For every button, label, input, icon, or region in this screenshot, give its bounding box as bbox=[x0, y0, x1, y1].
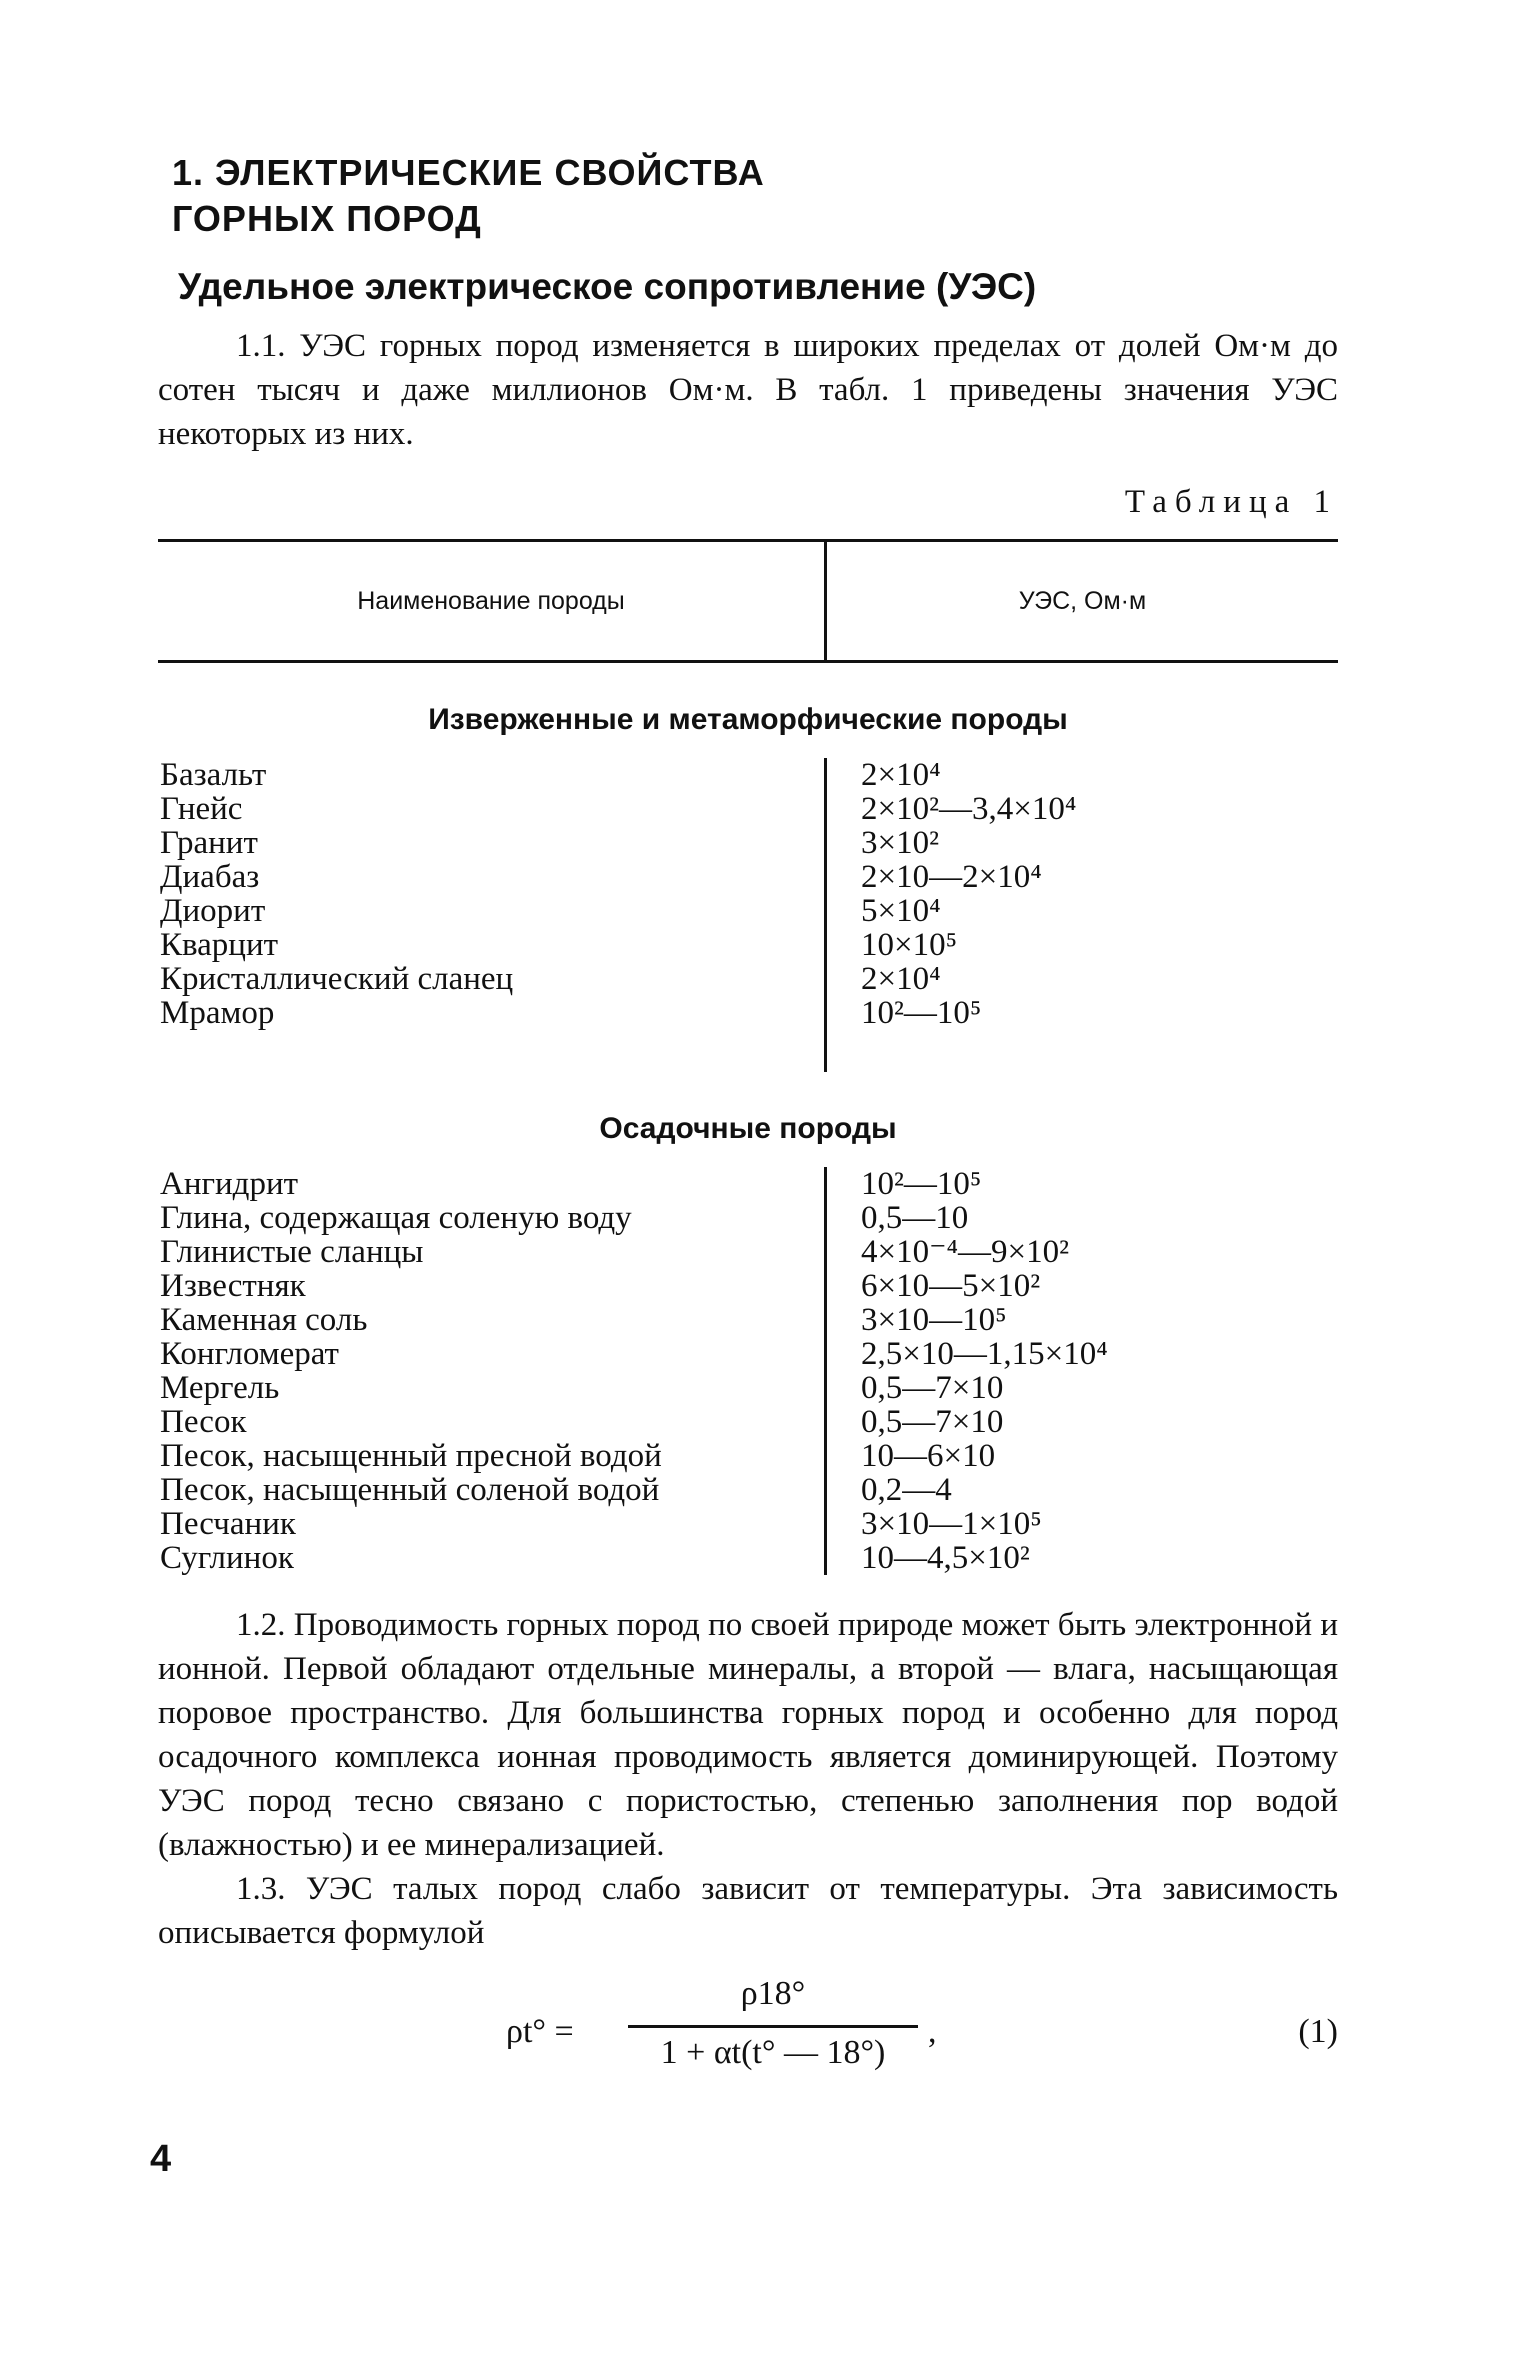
table-row bbox=[158, 1269, 1338, 1303]
formula-lhs: ρt° = bbox=[506, 2013, 574, 2050]
table-row bbox=[158, 1201, 1338, 1235]
chapter-title bbox=[172, 150, 1338, 242]
formula-fraction-bar bbox=[628, 2025, 918, 2028]
page-content bbox=[158, 150, 1338, 2095]
chapter-title-line-1: 1. ЭЛЕКТРИЧЕСКИЕ СВОЙСТВА bbox=[172, 152, 765, 193]
rock-name-cell: Ангидрит bbox=[158, 1167, 826, 1201]
rock-name-cell: Песок, насыщенный пресной водой bbox=[158, 1439, 826, 1473]
rock-name-cell: Диабаз bbox=[158, 860, 826, 894]
table-row bbox=[158, 1405, 1338, 1439]
rock-name-cell: Известняк bbox=[158, 1269, 826, 1303]
resistivity-value-cell: 3×10² bbox=[861, 825, 940, 861]
table-group-title: Осадочные породы bbox=[599, 1112, 897, 1145]
spacer-cell bbox=[158, 1030, 826, 1072]
header-rock-name: Наименование породы bbox=[158, 541, 826, 662]
resistivity-value-cell: 0,5—10 bbox=[861, 1200, 969, 1236]
table-row bbox=[158, 894, 1338, 928]
rock-name-cell: Гранит bbox=[158, 826, 826, 860]
rock-name-cell: Песчаник bbox=[158, 1507, 826, 1541]
resistivity-value-cell: 0,5—7×10 bbox=[861, 1370, 1004, 1406]
rock-name-cell: Базальт bbox=[158, 758, 826, 792]
resistivity-value-cell: 2×10—2×10⁴ bbox=[861, 859, 1042, 895]
table-group-row bbox=[158, 662, 1338, 759]
page-number: 4 bbox=[150, 2138, 172, 2180]
rock-name-cell: Кристаллический сланец bbox=[158, 962, 826, 996]
table-row bbox=[158, 1303, 1338, 1337]
resistivity-value-cell: 3×10—1×10⁵ bbox=[861, 1506, 1042, 1542]
text-block bbox=[158, 1603, 1338, 1955]
table-row bbox=[158, 1473, 1338, 1507]
table-row bbox=[158, 1439, 1338, 1473]
rock-name-cell: Каменная соль bbox=[158, 1303, 826, 1337]
formula-1 bbox=[158, 1975, 1338, 2095]
resistivity-value-cell: 5×10⁴ bbox=[861, 893, 941, 929]
resistivity-value-cell: 10×10⁵ bbox=[861, 927, 958, 963]
table-row bbox=[158, 1337, 1338, 1371]
rock-name-cell: Кварцит bbox=[158, 928, 826, 962]
formula-number: (1) bbox=[1298, 2013, 1338, 2050]
rock-name-cell: Суглинок bbox=[158, 1541, 826, 1575]
table-row bbox=[158, 1507, 1338, 1541]
formula-numerator: ρ18° bbox=[740, 1975, 806, 2012]
rock-name-cell: Песок bbox=[158, 1405, 826, 1439]
resistivity-value-cell: 10²—10⁵ bbox=[861, 1166, 982, 1202]
table-row bbox=[158, 826, 1338, 860]
resistivity-value-cell: 0,5—7×10 bbox=[861, 1404, 1004, 1440]
rock-name-cell: Гнейс bbox=[158, 792, 826, 826]
table-header-row bbox=[158, 541, 1338, 662]
table-group-title: Изверженные и метаморфические породы bbox=[428, 703, 1068, 736]
rock-name-cell: Песок, насыщенный соленой водой bbox=[158, 1473, 826, 1507]
resistivity-table bbox=[158, 539, 1338, 1575]
table-row bbox=[158, 962, 1338, 996]
rock-name-cell: Диорит bbox=[158, 894, 826, 928]
spacer-cell bbox=[826, 1030, 1339, 1072]
resistivity-value-cell: 2×10⁴ bbox=[861, 961, 941, 997]
resistivity-value-cell: 10²—10⁵ bbox=[861, 995, 982, 1031]
chapter-title-line-2: ГОРНЫХ ПОРОД bbox=[172, 198, 482, 239]
table-row bbox=[158, 860, 1338, 894]
resistivity-value-cell: 0,2—4 bbox=[861, 1472, 952, 1508]
table-row bbox=[158, 1541, 1338, 1575]
table-row bbox=[158, 758, 1338, 792]
resistivity-value-cell: 10—4,5×10² bbox=[861, 1540, 1030, 1576]
section-title: Удельное электрическое сопротивление (УЭС) bbox=[178, 266, 1037, 307]
paragraph-1-3: 1.3. УЭС талых пород слабо зависит от температуры. Эта зависимость описывается формулой bbox=[158, 1871, 1338, 1951]
resistivity-value-cell: 10—6×10 bbox=[861, 1438, 996, 1474]
table-row bbox=[158, 792, 1338, 826]
formula-trailing-comma: , bbox=[928, 2013, 937, 2050]
table-group-row bbox=[158, 1072, 1338, 1167]
table-row bbox=[158, 928, 1338, 962]
paragraph-1-2: 1.2. Проводимость горных пород по своей природе может быть электронной и ионной. Первой обладают отдельные минералы, а второй — влага, насыщающая поровое пространство. Для большинства горных пород и особенно для пород осадочного комплекса ионная проводимость является доминирующей. Поэтому УЭС пород тесно связано с пористостью, степенью заполнения пор водой (влажностью) и ее минерализацией. bbox=[158, 1607, 1338, 1863]
rock-name-cell: Глина, содержащая соленую воду bbox=[158, 1201, 826, 1235]
resistivity-value-cell: 2×10⁴ bbox=[861, 757, 941, 793]
table-row bbox=[158, 1167, 1338, 1201]
rock-name-cell: Мергель bbox=[158, 1371, 826, 1405]
paragraph-1-1: 1.1. УЭС горных пород изменяется в широких пределах от долей Ом·м до сотен тысяч и даже миллионов Ом·м. В табл. 1 приведены значения УЭС некоторых из них. bbox=[158, 328, 1338, 452]
resistivity-value-cell: 6×10—5×10² bbox=[861, 1268, 1041, 1304]
table-row bbox=[158, 996, 1338, 1030]
formula-denominator: 1 + αt(t° — 18°) bbox=[660, 2034, 886, 2071]
rock-name-cell: Конгломерат bbox=[158, 1337, 826, 1371]
formula-fraction bbox=[628, 1975, 918, 2072]
rock-name-cell: Глинистые сланцы bbox=[158, 1235, 826, 1269]
table-row bbox=[158, 1371, 1338, 1405]
resistivity-value-cell: 4×10⁻⁴—9×10² bbox=[861, 1234, 1070, 1270]
table-caption: Таблица 1 bbox=[1124, 484, 1338, 520]
table-body bbox=[158, 662, 1338, 1576]
rock-name-cell: Мрамор bbox=[158, 996, 826, 1030]
resistivity-value-cell: 3×10—10⁵ bbox=[861, 1302, 1007, 1338]
table-row bbox=[158, 1235, 1338, 1269]
table-spacer-row bbox=[158, 1030, 1338, 1072]
resistivity-value-cell: 2×10²—3,4×10⁴ bbox=[861, 791, 1077, 827]
header-resistivity: УЭС, Ом·м bbox=[826, 541, 1339, 662]
resistivity-value-cell: 2,5×10—1,15×10⁴ bbox=[861, 1336, 1108, 1372]
